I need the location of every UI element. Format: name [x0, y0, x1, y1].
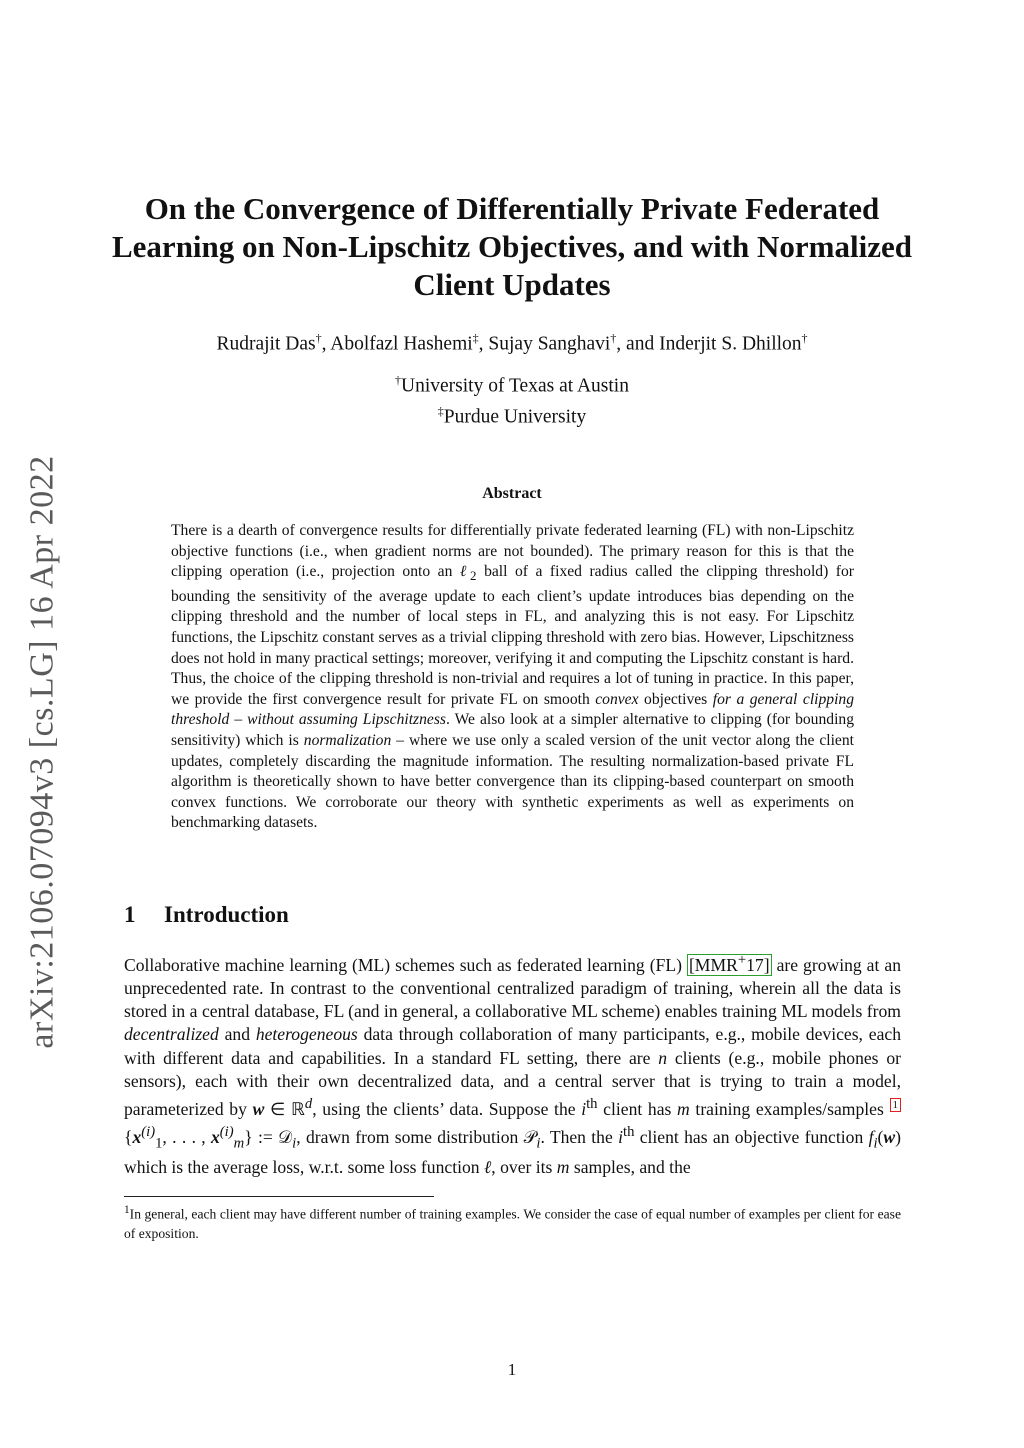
body-text-run: , using the clients’ data. Suppose the — [312, 1098, 582, 1119]
math-symbol: 𝒫 — [523, 1127, 537, 1147]
math-text: ∈ ℝ — [264, 1098, 305, 1119]
author-separator: , — [478, 333, 489, 355]
math-text: } := — [244, 1127, 279, 1147]
math-vector: x — [211, 1127, 220, 1147]
footnote-mark: 1 — [124, 1204, 130, 1216]
body-text-run: client has an objective function — [634, 1127, 869, 1147]
math-symbol: f — [868, 1127, 874, 1147]
citation-link[interactable] — [687, 954, 772, 976]
abstract-text-run: ball of a fixed radius called the clipping threshold) for bounding the sensitivity of the average update to each client’s update introduces bias depending on the clipping threshold and the number of local steps in FL, and analyzing this is not easy. For Lipschitz functions, the Lipschitz constant serves as a trivial clipping threshold with zero bias. However, Lipschitzness does not hold in many practical settings; moreover, verifying it and computing the Lipschitz constant is hard. Thus, the choice of the clipping threshold is non-trivial and requires a lot of tuning in practice. In this paper, we provide the first convergence result for private FL on smooth — [171, 563, 854, 708]
body-text-run: Collaborative machine learning (ML) schemes such as federated learning (FL) — [124, 954, 687, 975]
author-separator: , — [321, 333, 331, 355]
math-text: { — [124, 1127, 133, 1147]
body-text-run: client has — [597, 1098, 678, 1119]
author-separator: , and — [616, 333, 660, 355]
introduction-text — [124, 949, 901, 1179]
author-list — [100, 325, 924, 358]
page-number: 1 — [507, 1360, 517, 1379]
affiliation-line — [100, 399, 924, 430]
citation-superscript: + — [737, 952, 747, 968]
body-text-run: are growing at an unprecedented rate. In contrast to the conventional centralized paradigm of training, wherein all the data is stored in a central database, FL (and in general, a collaborative ML scheme) enables training ML models from — [124, 954, 901, 1022]
footnote-reference-link[interactable]: 1 — [890, 1098, 902, 1112]
abstract-text-run: . We also look at a simpler alternative to clipping (for bounding sensitivity) which is — [171, 711, 854, 750]
emphasis-text: for a general clipping threshold – without assuming Lipschitzness — [171, 690, 855, 729]
math-superscript: (i) — [141, 1124, 156, 1141]
body-text-run: samples, and the — [569, 1156, 691, 1177]
author-name: Inderjit S. Dhillon — [659, 333, 802, 355]
emphasis-text: convex — [595, 690, 639, 708]
math-vector: x — [132, 1127, 142, 1147]
math-subscript: 2 — [470, 568, 477, 584]
footnote — [124, 1201, 901, 1243]
math-text: ( — [877, 1127, 884, 1147]
footnote-text: In general, each client may have different number of training examples. We consider the case of equal number of examples per client for ease of exposition. — [124, 1206, 901, 1241]
author-affiliation-mark: ‡ — [472, 331, 479, 345]
math-vector: w — [883, 1127, 896, 1147]
abstract-heading: Abstract — [482, 485, 542, 502]
abstract-text — [171, 521, 854, 834]
arxiv-identifier[interactable]: arXiv:2106.07094v3 [cs.LG] 16 Apr 2022 — [24, 455, 61, 1049]
footnote-divider — [124, 1196, 434, 1197]
author-affiliation-mark: † — [801, 331, 808, 345]
math-symbol: n — [658, 1047, 668, 1068]
affiliations — [100, 368, 924, 429]
math-subscript: m — [233, 1135, 245, 1152]
section-title: Introduction — [164, 902, 289, 927]
affiliation-line — [100, 368, 924, 399]
math-symbol: ℓ — [483, 1156, 492, 1177]
math-subscript: i — [292, 1135, 297, 1152]
math-symbol: i — [581, 1098, 587, 1119]
paper-title: On the Convergence of Differentially Private Federated Learning on Non-Lipschitz Objectives, and with Normalized Client Updates — [112, 191, 912, 302]
math-subscript: 1 — [155, 1135, 163, 1152]
body-text-run: training examples/samples — [689, 1098, 890, 1119]
math-text: , . . . , — [162, 1127, 211, 1147]
author-name: Abolfazl Hashemi — [330, 333, 473, 355]
body-text-run: . Then the — [540, 1127, 619, 1147]
math-superscript: d — [304, 1096, 313, 1113]
math-symbol: i — [618, 1127, 623, 1147]
emphasis-text: normalization — [303, 732, 392, 750]
section-number: 1 — [124, 902, 136, 927]
citation-text: [MMR — [688, 954, 738, 975]
body-text-run: , drawn from some distribution — [296, 1127, 524, 1147]
author-affiliation-mark: † — [610, 331, 617, 345]
abstract-text-run: There is a dearth of convergence results for differentially private federated learning (FL) with non-Lipschitz objective functions (i.e., when gradient norms are not bounded). The primary reason for this is that the clipping operation (i.e., projection onto an — [171, 522, 854, 581]
body-text-run: and — [218, 1024, 256, 1045]
emphasis-text: decentralized — [124, 1024, 219, 1045]
math-superscript: th — [623, 1124, 635, 1141]
affiliation-mark: † — [395, 373, 402, 387]
body-text-run: data through collaboration of many participants, e.g., mobile devices, each with different data and capabilities. In a standard FL setting, there are — [124, 1024, 901, 1068]
math-subscript: i — [873, 1135, 878, 1152]
math-vector: w — [252, 1098, 265, 1119]
affiliation-name: Purdue University — [443, 406, 587, 427]
affiliation-mark: ‡ — [437, 403, 444, 418]
body-text-run: , over its — [491, 1156, 557, 1177]
author-name: Sujay Sanghavi — [488, 333, 611, 355]
abstract-text-run: objectives — [638, 690, 713, 708]
affiliation-name: University of Texas at Austin — [401, 375, 629, 397]
math-superscript: (i) — [219, 1124, 234, 1141]
math-symbol: ℓ — [459, 563, 471, 581]
math-superscript: th — [586, 1096, 598, 1113]
arxiv-stamp — [8, 452, 78, 1052]
author-affiliation-mark: † — [315, 331, 322, 345]
math-symbol: 𝒟 — [278, 1127, 293, 1147]
body-text-run: clients (e.g., mobile phones or sensors), each with their own decentralized data, and a central server that is trying to train a model, parameterized by — [124, 1047, 901, 1119]
section-heading — [124, 902, 289, 928]
emphasis-text: heterogeneous — [255, 1024, 358, 1045]
author-name: Rudrajit Das — [216, 333, 316, 355]
body-text-run: ) which is the average loss, w.r.t. some loss function — [124, 1127, 901, 1177]
math-subscript: i — [536, 1135, 541, 1152]
math-symbol: m — [556, 1156, 570, 1177]
abstract-text-run: – where we use only a scaled version of the unit vector along the client updates, completely discarding the magnitude information. The resulting normalization-based private FL algorithm is theoretically shown to have better convergence than its clipping-based counterpart on smooth convex functions. We corroborate our theory with synthetic experiments as well as experiments on benchmarking datasets. — [171, 732, 854, 832]
math-symbol: m — [677, 1098, 690, 1119]
citation-text: 17] — [746, 954, 770, 975]
